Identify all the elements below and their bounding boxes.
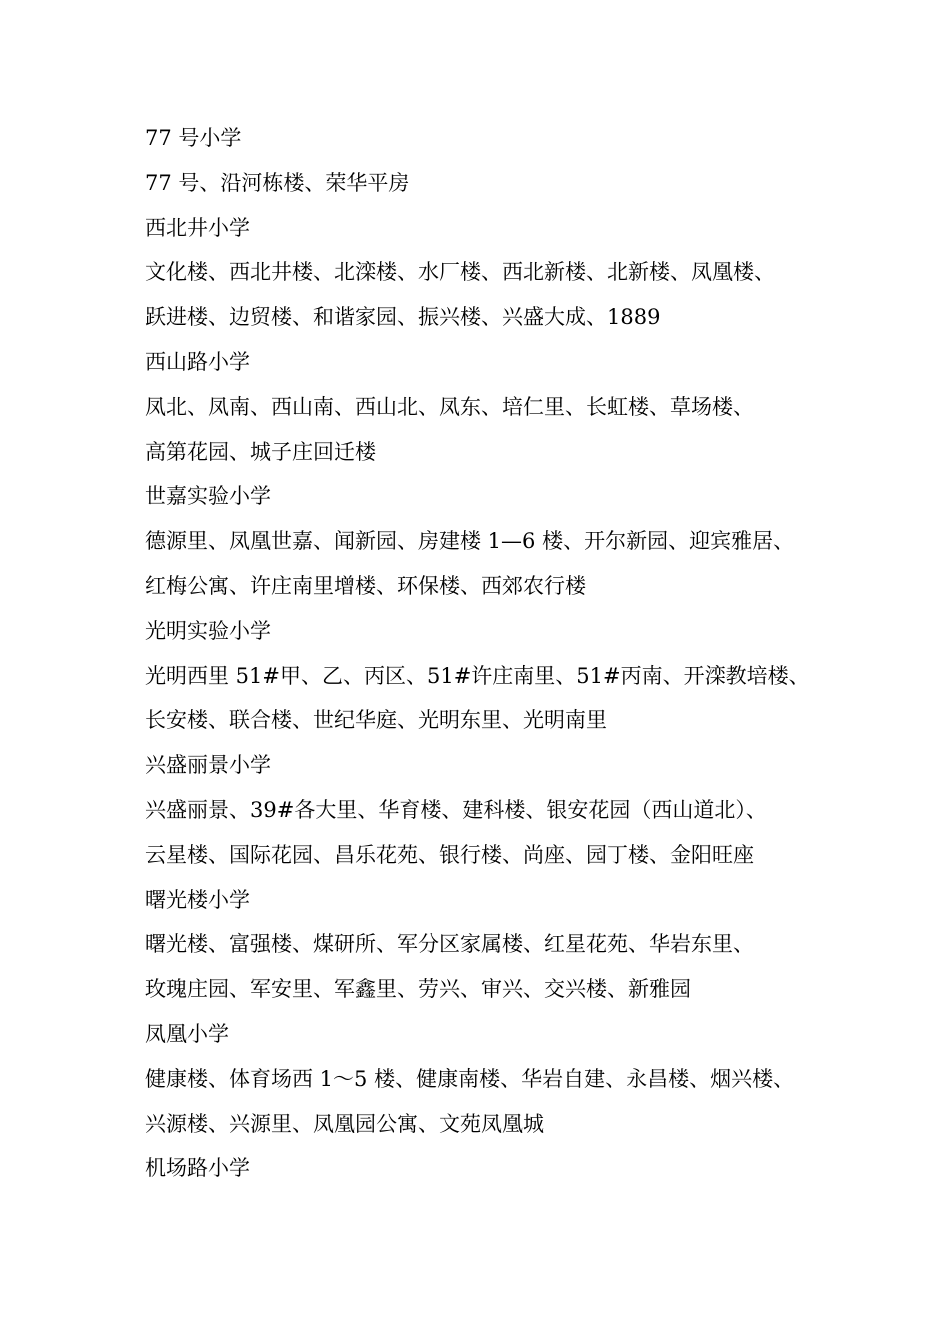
school-heading: 机场路小学 xyxy=(145,1156,250,1181)
district-text: 文化楼、西北井楼、北滦楼、水厂楼、西北新楼、北新楼、凤凰楼、 xyxy=(145,260,775,285)
document-body xyxy=(145,116,835,1191)
school-heading: 西北井小学 xyxy=(145,215,250,240)
district-text: 健康楼、体育场西 1～5 楼、健康南楼、华岩自建、永昌楼、烟兴楼、 xyxy=(145,1066,795,1091)
district-text: 77 号、沿河栋楼、荣华平房 xyxy=(145,170,410,195)
district-text: 光明西里 51#甲、乙、丙区、51#许庄南里、51#丙南、开滦教培楼、 xyxy=(145,663,810,688)
school-heading: 光明实验小学 xyxy=(145,618,271,643)
school-heading: 世嘉实验小学 xyxy=(145,484,271,509)
district-text: 玫瑰庄园、军安里、军鑫里、劳兴、审兴、交兴楼、新雅园 xyxy=(145,977,691,1002)
district-text: 跃进楼、边贸楼、和谐家园、振兴楼、兴盛大成、1889 xyxy=(145,305,661,330)
school-heading: 77 号小学 xyxy=(145,126,242,150)
district-text: 高第花园、城子庄回迁楼 xyxy=(145,439,376,464)
district-text: 曙光楼、富强楼、煤研所、军分区家属楼、红星花苑、华岩东里、 xyxy=(145,932,754,957)
district-text: 德源里、凤凰世嘉、闻新园、房建楼 1—6 楼、开尔新园、迎宾雅居、 xyxy=(145,529,795,554)
school-heading: 凤凰小学 xyxy=(145,1021,229,1046)
district-text: 兴盛丽景、39#各大里、华育楼、建科楼、银安花园（西山道北）、 xyxy=(145,797,767,822)
district-text: 长安楼、联合楼、世纪华庭、光明东里、光明南里 xyxy=(145,708,607,733)
district-text: 凤北、凤南、西山南、西山北、凤东、培仁里、长虹楼、草场楼、 xyxy=(145,394,754,419)
school-heading: 曙光楼小学 xyxy=(145,887,250,912)
school-heading: 西山路小学 xyxy=(145,349,250,374)
district-text: 红梅公寓、许庄南里增楼、环保楼、西郊农行楼 xyxy=(145,573,586,598)
district-text: 云星楼、国际花园、昌乐花苑、银行楼、尚座、园丁楼、金阳旺座 xyxy=(145,842,754,867)
district-text: 兴源楼、兴源里、凤凰园公寓、文苑凤凰城 xyxy=(145,1111,544,1136)
school-heading: 兴盛丽景小学 xyxy=(145,753,271,778)
